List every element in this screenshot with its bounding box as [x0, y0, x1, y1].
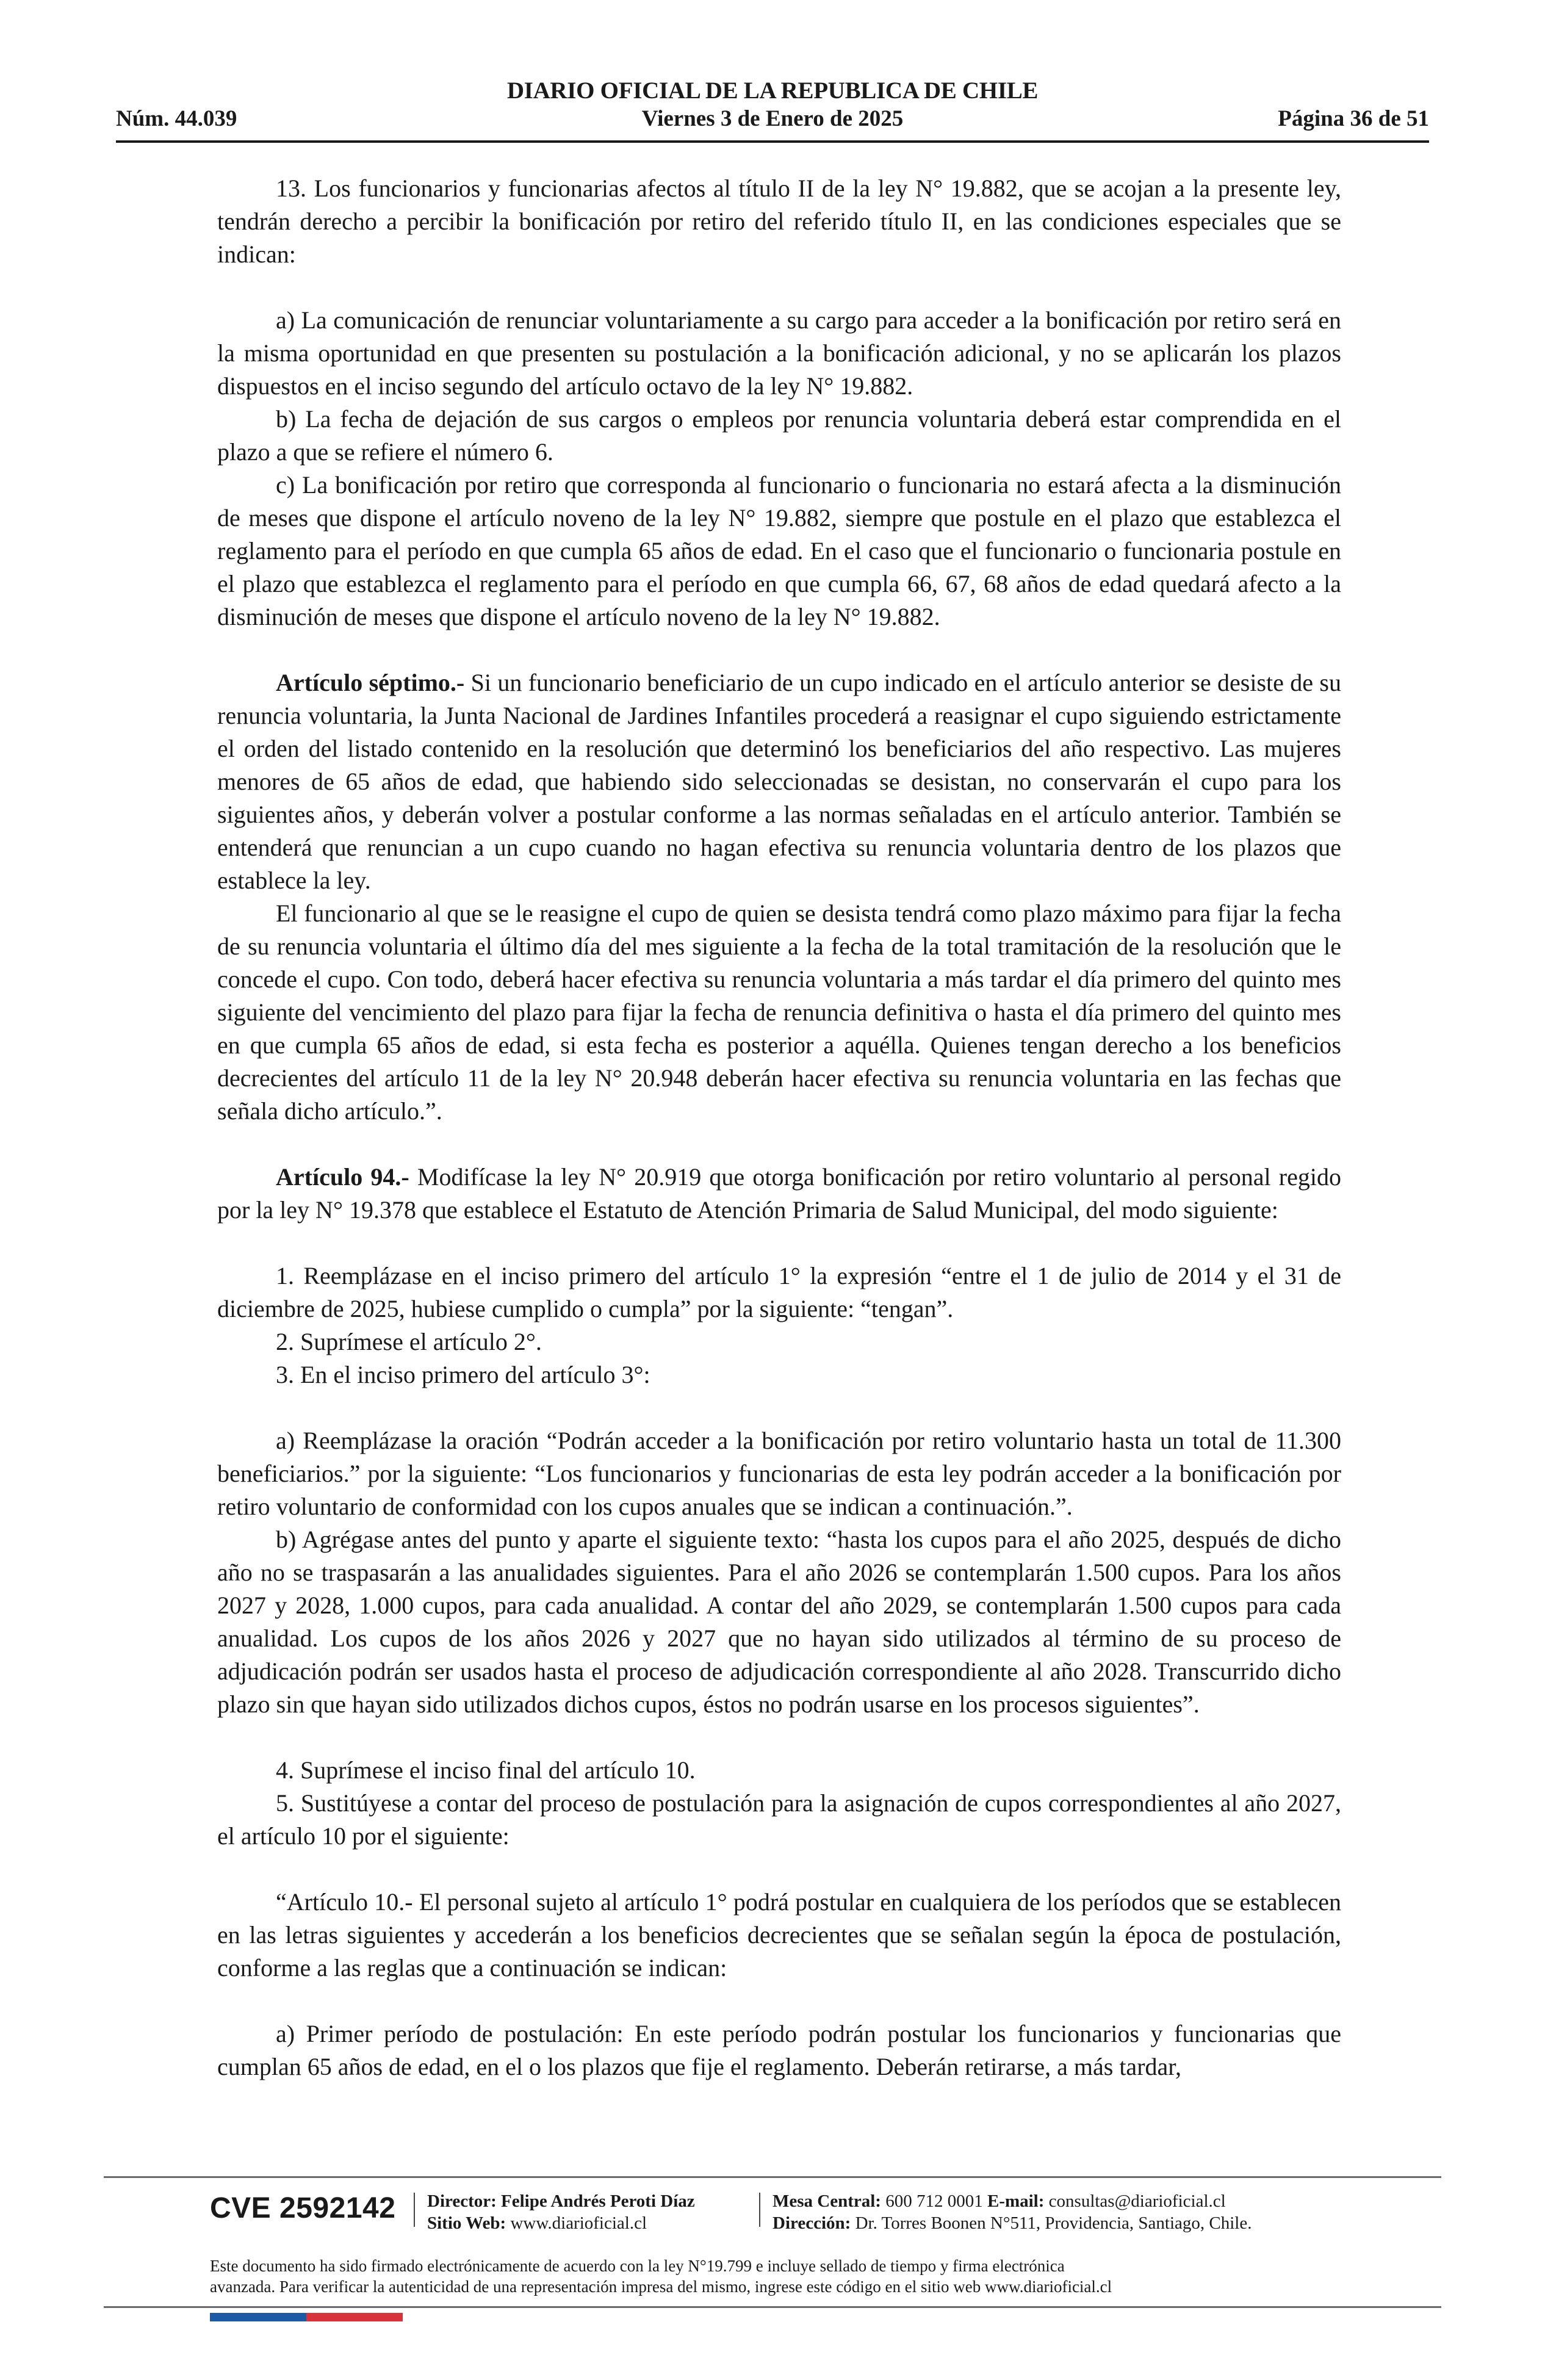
address-value: Dr. Torres Boonen N°511, Providencia, Santiago, Chile.	[851, 2213, 1252, 2233]
mesa-label: Mesa Central:	[773, 2191, 881, 2211]
signature-note-line: avanzada. Para verificar la autenticidad de una representación impresa del mismo, ingrese este código en el sitio web www.diarioficial.cl	[210, 2277, 1112, 2296]
paragraph: b) La fecha de dejación de sus cargos o empleos por renuncia voluntaria deberá estar comprendida en el plazo a que se refiere el número 6.	[217, 405, 1341, 466]
email-label: E-mail:	[987, 2191, 1045, 2211]
director-block	[427, 2190, 695, 2234]
website-line	[427, 2212, 695, 2234]
article-paragraph	[217, 666, 1341, 897]
header-row	[116, 106, 1429, 136]
footer-info	[104, 2178, 1441, 2244]
paragraph: a) Primer período de postulación: En este período podrán postular los funcionarios y funcionarias que cumplan 65 años de edad, en el o los plazos que fije el reglamento. Deberán retirarse, a más tardar,	[217, 2020, 1341, 2080]
website-label: Sitio Web:	[427, 2213, 506, 2233]
signature-note	[210, 2256, 1406, 2297]
footer-separator	[414, 2193, 415, 2227]
page-number: Página 36 de 51	[1278, 106, 1429, 131]
paragraph: 13. Los funcionarios y funcionarias afectos al título II de la ley N° 19.882, que se acojan a la presente ley, tendrán derecho a percibir la bonificación por retiro del referido título II, en las condiciones especiales que se indican:	[217, 175, 1341, 268]
article-paragraph	[217, 1161, 1341, 1227]
flag-blue-segment	[210, 2313, 306, 2321]
director-line	[427, 2190, 695, 2212]
paragraph: 2. Suprímese el artículo 2°.	[276, 1328, 542, 1355]
document-body	[217, 172, 1341, 2083]
paragraph: 4. Suprímese el inciso final del artículo 10.	[276, 1756, 696, 1784]
paragraph: b) Agrégase antes del punto y aparte el siguiente texto: “hasta los cupos para el año 2025, después de dicho año no se traspasarán a las anualidades siguientes. Para el año 2026 se contemplarán 1.500 cupos. Para los años 2027 y 2028, 1.000 cupos, para cada anualidad. A contar del año 2029, se contemplarán 1.500 cupos para cada anualidad. Los cupos de los años 2026 y 2027 que no hayan sido utilizados al término de su proceso de adjudicación podrán ser usados hasta el proceso de adjudicación correspondiente al año 2028. Transcurrido dicho plazo sin que hayan sido utilizados dichos cupos, éstos no podrán usarse en los procesos siguientes”.	[217, 1526, 1341, 1718]
issue-date: Viernes 3 de Enero de 2025	[641, 106, 904, 131]
director-label: Director:	[427, 2191, 497, 2211]
article-text: Modifícase la ley N° 20.919 que otorga bonificación por retiro voluntario al personal regido por la ley N° 19.378 que establece el Estatuto de Atención Primaria de Salud Municipal, del modo siguiente:	[217, 1163, 1341, 1224]
paragraph: 5. Sustitúyese a contar del proceso de postulación para la asignación de cupos correspondientes al año 2027, el artículo 10 por el siguiente:	[217, 1789, 1341, 1850]
flag-stripe	[210, 2313, 403, 2321]
newspaper-title: DIARIO OFICIAL DE LA REPUBLICA DE CHILE	[506, 78, 1039, 104]
paragraph: El funcionario al que se le reasigne el cupo de quien se desista tendrá como plazo máximo para fijar la fecha de su renuncia voluntaria el último día del mes siguiente a la fecha de la total tramitación de la resolución que le concede el cupo. Con todo, deberá hacer efectiva su renuncia voluntaria a más tardar el día primero del quinto mes siguiente del vencimiento del plazo para fijar la fecha de renuncia definitiva o hasta el día primero del quinto mes en que cumpla 65 años de edad, si esta fecha es posterior a aquélla. Quienes tengan derecho a los beneficios decrecientes del artículo 11 de la ley N° 20.948 deberán hacer efectiva su renuncia voluntaria en las fechas que señala dicho artículo.”.	[217, 900, 1341, 1125]
page-header	[116, 77, 1429, 144]
director-name: Felipe Andrés Peroti Díaz	[496, 2191, 695, 2211]
paragraph: 3. En el inciso primero del artículo 3°:	[276, 1361, 650, 1388]
phone-number: 600 712 0001	[881, 2191, 987, 2211]
paragraph: “Artículo 10.- El personal sujeto al artículo 1° podrá postular en cualquiera de los períodos que se establecen en las letras siguientes y accederán a los beneficios decrecientes que se señalan según la época de postulación, conforme a las reglas que a continuación se indican:	[217, 1888, 1341, 1982]
paragraph: a) Reemplázase la oración “Podrán acceder a la bonificación por retiro voluntario hasta un total de 11.300 beneficiarios.” por la siguiente: “Los funcionarios y funcionarias de esta ley podrán acceder a la bonificación por retiro voluntario de conformidad con los cupos anuales que se indican a continuación.”.	[217, 1427, 1341, 1520]
website-link[interactable]: www.diarioficial.cl	[506, 2213, 647, 2233]
paragraph: 1. Reemplázase en el inciso primero del artículo 1° la expresión “entre el 1 de julio de 2014 y el 31 de diciembre de 2025, hubiese cumplido o cumpla” por la siguiente: “tengan”.	[217, 1262, 1341, 1322]
flag-red-segment	[306, 2313, 403, 2321]
address-label: Dirección:	[773, 2213, 851, 2233]
footer-separator	[759, 2193, 760, 2227]
email-link[interactable]: consultas@diarioficial.cl	[1044, 2191, 1226, 2211]
article-heading: Artículo 94.-	[276, 1163, 409, 1191]
paragraph: c) La bonificación por retiro que corresponda al funcionario o funcionaria no estará afecta a la disminución de meses que dispone el artículo noveno de la ley N° 19.882, siempre que postule en el plazo que establezca el reglamento para el período en que cumpla 65 años de edad. En el caso que el funcionario o funcionaria postule en el plazo que establezca el reglamento para el período en que cumpla 66, 67, 68 años de edad quedará afecto a la disminución de meses que dispone el artículo noveno de la ley N° 19.882.	[217, 471, 1341, 630]
article-heading: Artículo séptimo.-	[276, 669, 465, 696]
contact-block	[773, 2190, 1252, 2234]
paragraph: a) La comunicación de renunciar voluntariamente a su cargo para acceder a la bonificación por retiro será en la misma oportunidad en que presenten su postulación a la bonificación adicional, y no se aplicarán los plazos dispuestos en el inciso segundo del artículo octavo de la ley N° 19.882.	[217, 306, 1341, 400]
cve-code: CVE 2592142	[210, 2192, 396, 2224]
footer-bottom-divider	[104, 2306, 1441, 2308]
signature-note-line: Este documento ha sido firmado electrónicamente de acuerdo con la ley N°19.799 e incluye sellado de tiempo y firma electrónica	[210, 2257, 1065, 2275]
address-line	[773, 2212, 1252, 2234]
article-text: Si un funcionario beneficiario de un cupo indicado en el artículo anterior se desiste de su renuncia voluntaria, la Junta Nacional de Jardines Infantiles procederá a reasignar el cupo siguiendo estrictamente el orden del listado contenido en la resolución que determinó los beneficiarios del año respectivo. Las mujeres menores de 65 años de edad, que habiendo sido seleccionadas se desistan, no conservarán el cupo para los siguientes años, y deberán volver a postular conforme a las normas señaladas en el artículo anterior. También se entenderá que renuncian a un cupo cuando no hagan efectiva su renuncia voluntaria dentro de los plazos que establece la ley.	[217, 669, 1341, 894]
header-divider	[116, 140, 1429, 143]
contact-line	[773, 2190, 1252, 2212]
issue-number: Núm. 44.039	[116, 106, 237, 131]
page-footer	[104, 2176, 1441, 2296]
